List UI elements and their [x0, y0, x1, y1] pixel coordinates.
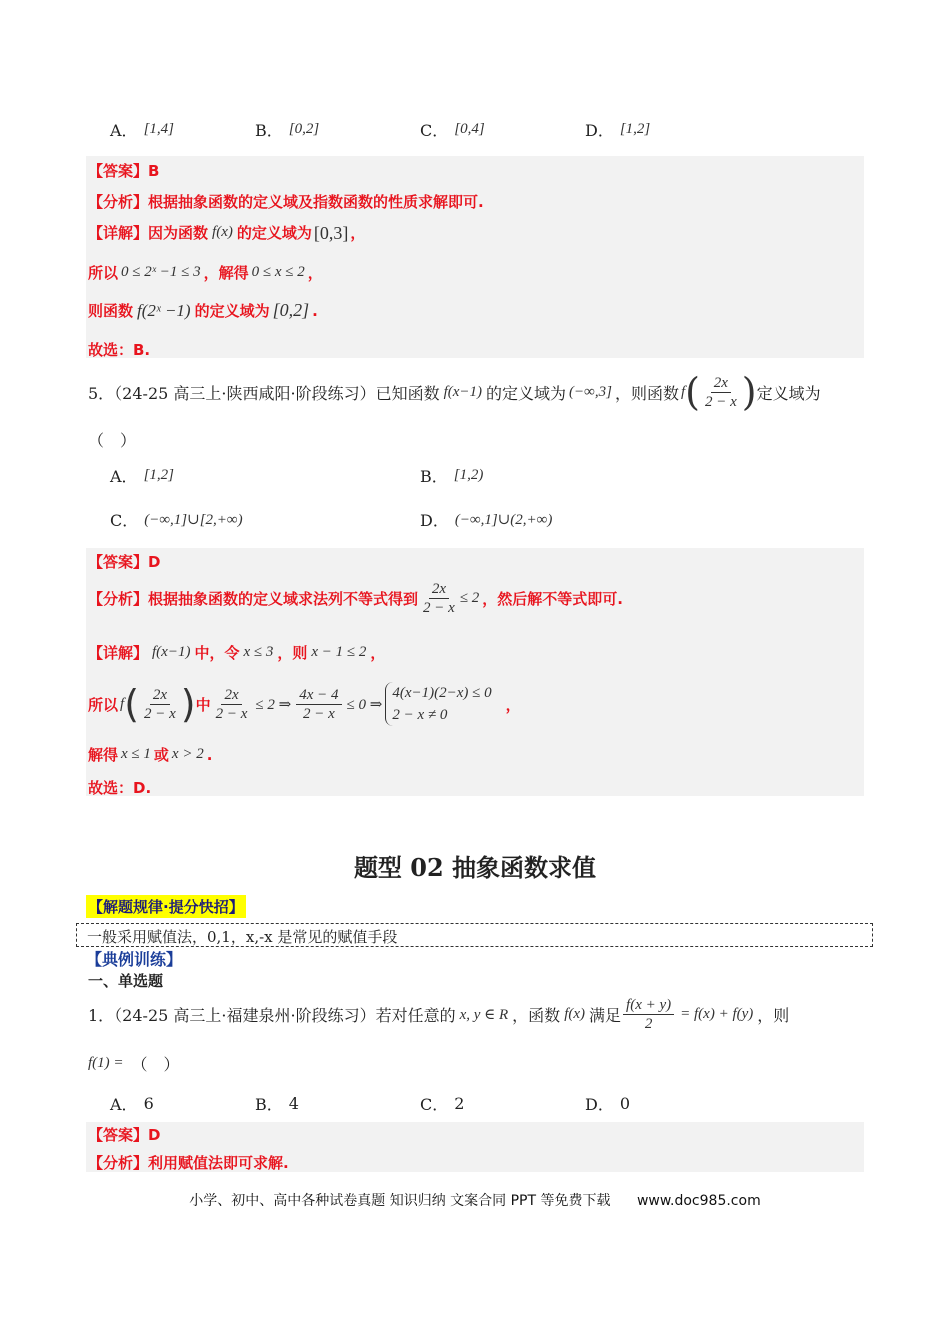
q5-option-b: B． [1,2) — [420, 467, 484, 486]
q4-answer-line — [88, 160, 159, 181]
q1-stem: 1．（24-25 高三上·福建泉州·阶段练习）若对任意的 x, y ∈ R ，函数 f(x) 满足 $\frac{f(x + y)}{2}$ = f(x) + f(y) ，则 — [88, 996, 790, 1032]
q5-option-d: D． (−∞,1]∪(2,+∞) — [420, 511, 553, 530]
q4-analysis-line — [88, 191, 484, 212]
q5-answer-line — [88, 551, 160, 572]
q1-option-d: D． 0 — [585, 1094, 631, 1114]
q1-fraction: $\frac{f(x + y)}{2}$ — [623, 996, 674, 1033]
footer-text: 小学、初中、高中各种试卷真题 知识归纳 文案合同 PPT 等免费下载 — [189, 1193, 611, 1209]
q5-options-row-1 — [110, 464, 483, 487]
q4-option-b: B． [0,2] — [255, 121, 320, 140]
q1-analysis-line: 【分析】 利用赋值法即可求解. — [88, 1154, 289, 1172]
answer-tag: 【答案】 — [88, 553, 149, 571]
answer-tag: 【答案】 — [88, 162, 149, 180]
q4-detail-line-2: 所以 0 ≤ 2ˣ −1 ≤ 3 ，解得 0 ≤ x ≤ 2 ， — [88, 264, 323, 282]
q5-detail-line-1: 【详解】 f(x−1) 中，令 x ≤ 3 ，则 x − 1 ≤ 2 ， — [88, 644, 386, 662]
q5-detail-line-3: 解得 x ≤ 1 或 x > 2 . — [88, 745, 213, 764]
analysis-tag: 【分析】 — [88, 193, 149, 211]
q1-option-c: C． 2 — [420, 1094, 465, 1114]
q4-detail-line-1: 【详解】 因为函数 f(x) 的定义域为 [0,3] ， — [88, 222, 366, 243]
q5-choose-line: 故选：D. — [88, 779, 152, 797]
example-heading: 【典例训练】 — [86, 950, 183, 969]
q5-fraction: $\frac{2x}{2 - x}$ — [704, 374, 737, 410]
answer-value: D — [148, 552, 161, 571]
analysis-tag: 【分析】 — [88, 1154, 149, 1172]
q4-options — [110, 118, 650, 141]
q5-detail-line-2: 所以 f ( $\frac{2x}{2 - x}$ ) 中 $\frac{2x}{2 - x}$ ≤ 2 ⇒ $\frac{4x - 4}{2 - x}$ ≤ 0 ⇒ 4(x−1)(2−x) ≤ 0 2 − x ≠ 0 ， — [88, 682, 521, 726]
q4-option-c: C． [0,4] — [420, 121, 485, 140]
subsection-heading: 一、单选题 — [88, 972, 164, 990]
q1-options — [110, 1092, 630, 1115]
q5-stem: 5．（24-25 高三上·陕西咸阳·阶段练习）已知函数 f(x−1) 的定义域为 (−∞,3] ，则函数 f ( $\frac{2x}{2 - x}$ ) 定义域为 — [88, 370, 821, 414]
q5-option-c: C． (−∞,1]∪[2,+∞) — [110, 511, 243, 530]
footer-link[interactable]: www.doc985.com — [636, 1193, 761, 1209]
detail-tag: 【详解】 — [88, 224, 149, 242]
page-footer — [0, 1190, 950, 1210]
q4-option-a: A． [1,4] — [110, 121, 174, 140]
q5-option-a: A． [1,2] — [110, 467, 174, 486]
q4-choose-line: 故选：B. — [88, 341, 151, 359]
q4-detail-line-3: 则函数 f(2ˣ −1) 的定义域为 [0,2] . — [88, 300, 318, 320]
q5-options-row-2 — [110, 508, 552, 531]
q5-inequality-system: 4(x−1)(2−x) ≤ 0 2 − x ≠ 0 — [385, 682, 491, 726]
tips-box — [76, 923, 873, 947]
answer-value: B — [148, 161, 160, 180]
q5-blank: （ ） — [88, 431, 137, 450]
section-title: 题型 02 抽象函数求值 — [353, 853, 597, 882]
tips-heading: 【解题规律·提分快招】 — [86, 895, 246, 918]
q1-option-b: B． 4 — [255, 1094, 299, 1114]
q5-analysis-line: 【分析】 根据抽象函数的定义域求法列不等式得到 $\frac{2x}{2 - x}$ ≤ 2 ，然后解不等式即可. — [88, 581, 623, 616]
answer-tag: 【答案】 — [88, 1126, 149, 1144]
q1-answer-line — [88, 1124, 160, 1145]
answer-value: D — [148, 1125, 161, 1144]
q1-line-2: f(1) = （ ） — [88, 1055, 180, 1074]
detail-tag: 【详解】 — [88, 644, 149, 662]
analysis-text: 根据抽象函数的定义域及指数函数的性质求解即可. — [148, 193, 484, 211]
q4-solution-block — [86, 156, 864, 358]
tips-text: 一般采用赋值法，0,1，x,-x 是常见的赋值手段 — [87, 928, 398, 946]
q4-option-d: D． [1,2] — [585, 121, 651, 140]
analysis-tag: 【分析】 — [88, 590, 149, 608]
q1-option-a: A． 6 — [110, 1094, 154, 1114]
